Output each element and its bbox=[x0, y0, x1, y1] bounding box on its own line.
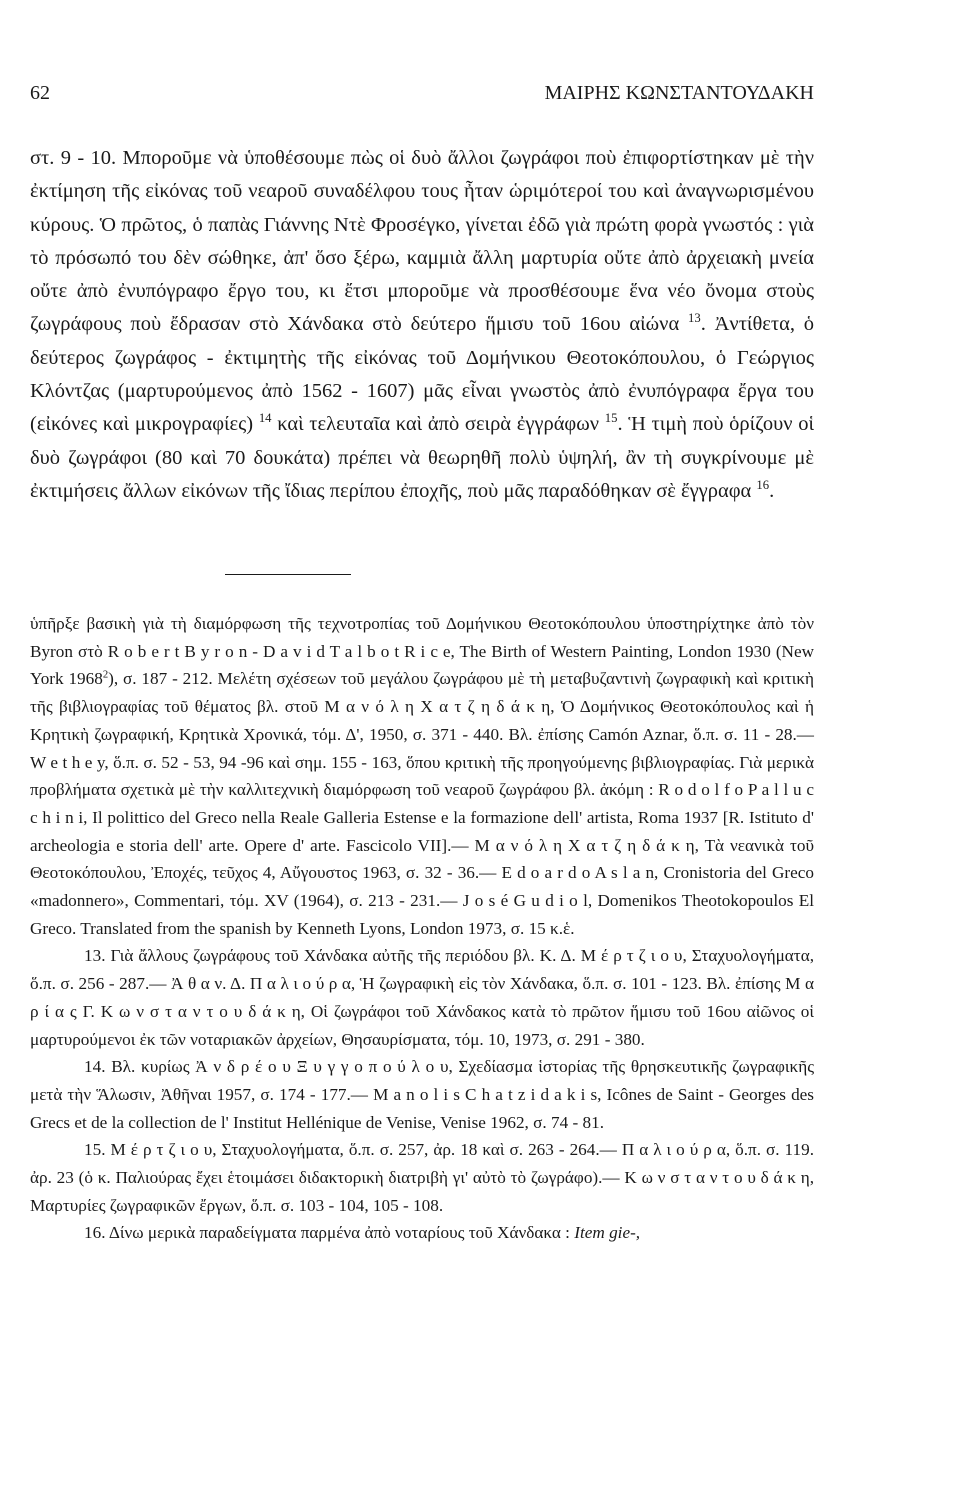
footnote-continued-text-b: ), σ. 187 - 212. Μελέτη σχέσεων τοῦ μεγάλου ζωγράφου μὲ τὴ μεταβυζαντινὴ ζωγραφικὴ καὶ κριτικὴ τῆς βιβλιογραφίας τοῦ θέματος βλ. στοῦ Μ α ν ό λ η Χ α τ ζ η δ ά κ η, Ὁ Δομήνικος Θεοτοκόπουλος καὶ ἡ Κρητικὴ ζωγραφική, Κρητικὰ Χρονικά, τόμ. Δ', 1950, σ. 371 - 440. Βλ. ἐπίσης Camón Aznar, ὅ.π. σ. 11 - 28.—W e t h e y, ὅ.π. σ. 52 - 53, 94 -96 καὶ σημ. 155 - 163, ὅπου κριτικὴ τῆς προηγούμενης βιβλιογραφίας. Γιὰ μερικὰ προβλήματα σχετικὰ μὲ τὴν καλλιτεχνικὴ διαμόρφωση τοῦ νεαροῦ ζωγράφου βλ. ἀκόμη : R o d o l f o P a l l u c c h i n i, Il polittico del Greco nella Reale Galleria Estense e la formazione dell' artista, Roma 1937 [R. Istituto d' archeologia e storia dell' arte. Opere d' arte. Fascicolo VII].— Μ α ν ό λ η Χ α τ ζ η δ ά κ η, Τὰ νεανικὰ τοῦ Θεοτοκόπουλου, Ἐποχές, τεῦχος 4, Αὔγουστος 1963, σ. 32 - 36.— E d o a r d o A s l a n, Cronistoria del Greco «madonnero», Commentari, τόμ. XV (1964), σ. 213 - 231.— J o s é G u d i o l, Domenikos Theotokopoulos El Greco. Translated from the spanish by Kenneth Lyons, London 1973, σ. 15 κ.ἑ. bbox=[30, 669, 814, 938]
footnotes bbox=[30, 610, 814, 1247]
footnote-13: 13. Γιὰ ἄλλους ζωγράφους τοῦ Χάνδακα αὐτῆς τῆς περιόδου βλ. Κ. Δ. Μ έ ρ τ ζ ι ο υ, Σταχυολογήματα, ὅ.π. σ. 256 - 287.— Ἀ θ α ν. Δ. Π α λ ι ο ύ ρ α, Ἡ ζωγραφικὴ εἰς τὸν Χάνδακα, ὅ.π. σ. 101 - 123. Βλ. ἐπίσης Μ α ρ ί α ς Γ. Κ ω ν σ τ α ν τ ο υ δ ά κ η, Οἱ ζωγράφοι τοῦ Χάνδακος κατὰ τὸ πρῶτον ἥμισυ τοῦ 16ου αἰῶνος οἱ μαρτυρούμενοι ἐκ τῶν νοταριακῶν ἀρχείων, Θησαυρίσματα, τόμ. 10, 1973, σ. 291 - 380. bbox=[30, 946, 814, 1049]
footnote-ref-15: 15 bbox=[604, 411, 618, 426]
footnote-ref-16: 16 bbox=[756, 478, 770, 493]
footnote-14: 14. Βλ. κυρίως Ἀ ν δ ρ έ ο υ Ξ υ γ γ ο π ο ύ λ ο υ, Σχεδίασμα ἱστορίας τῆς θρησκευτικῆς ζωγραφικῆς μετὰ τὴν Ἅλωσιν, Ἀθῆναι 1957, σ. 174 - 177.— M a n o l i s C h a t z i d a k i s, Icônes de Saint - Georges des Grecs et de la collection de l' Institut Hellénique de Venise, Venise 1962, σ. 74 - 81. bbox=[30, 1057, 814, 1132]
footnote-16-text: 16. Δίνω μερικὰ παραδείγματα παρμένα ἀπὸ νοταρίους τοῦ Χάνδακα : bbox=[84, 1223, 575, 1243]
body-text-3: καὶ τελευταῖα καὶ ἀπὸ σειρὰ ἐγγράφων bbox=[271, 413, 600, 436]
footnote-16 bbox=[30, 1219, 814, 1247]
footnote-ref-14: 14 bbox=[258, 411, 272, 426]
footnote-16-italic: Item gie-, bbox=[574, 1223, 641, 1243]
page-number: 62 bbox=[30, 82, 50, 104]
footnote-15: 15. Μ έ ρ τ ζ ι ο υ, Σταχυολογήματα, ὅ.π. σ. 257, ἀρ. 18 καὶ σ. 263 - 264.— Π α λ ι ο ύ ρ α, ὅ.π. σ. 119. ἀρ. 23 (ὁ κ. Παλιούρας ἔχει ἑτοιμάσει διδακτορικὴ διατριβὴ γι' αὐτὸ τὸ ζωγράφο).— Κ ω ν σ τ α ν τ ο υ δ ά κ η, Μαρτυρίες ζωγραφικῶν ἔργων, ὅ.π. σ. 103 - 104, 105 - 108. bbox=[30, 1140, 814, 1215]
body-text-5: . bbox=[769, 479, 775, 502]
footnote-continued-text-a: ὑπῆρξε βασικὴ γιὰ τὴ διαμόρφωση τῆς τεχνοτροπίας τοῦ Δομήνικου Θεοτοκόπουλου ὑποστηρίχτηκε ἀπὸ τὸν Byron στὸ R o b e r t B y r o n - D a v i d T a l b o t R i c e, The Birth of Western Painting, London 1930 (New York 1968 bbox=[30, 614, 814, 689]
main-paragraph bbox=[30, 142, 814, 508]
body-text-2: . Ἀντίθετα, ὁ δεύτερος ζωγράφος - ἐκτιμητὴς τῆς εἰκόνας τοῦ Δομήνικου Θεοτοκόπουλου, ὁ Γεώργιος Κλόντζας (μαρτυρούμενος ἀπὸ 1562 - 1607) μᾶς εἶναι γνωστὸς ἀπὸ ἐνυπόγραφα ἔργα του (εἰκόνες καὶ μικρογραφίες) bbox=[30, 313, 815, 436]
body-text-4: . Ἡ τιμὴ ποὺ ὁρίζουν οἱ δυὸ ζωγράφοι (80 καὶ 70 δουκάτα) πρέπει νὰ θεωρηθῆ πολὺ ὑψηλή, ἂν τὴ συγκρίνουμε μὲ ἐκτιμήσεις ἄλλων εἰκόνων τῆς ἴδιας περίπου ἐποχῆς, ποὺ μᾶς παραδόθηκαν σὲ ἔγγραφα bbox=[30, 413, 815, 502]
footnote-continued bbox=[30, 610, 814, 942]
page-header bbox=[30, 82, 814, 105]
body-text-1: στ. 9 - 10. Μποροῦμε νὰ ὑποθέσουμε πὼς οἱ δυὸ ἄλλοι ζωγράφοι ποὺ ἐπιφορτίστηκαν μὲ τὴν ἐκτίμηση τῆς εἰκόνας τοῦ νεαροῦ συναδέλφου τους ἦταν ὡριμότεροί του καὶ ἀναγνωρισμένου κύρους. Ὁ πρῶτος, ὁ παπὰς Γιάννης Ντὲ Φροσέγκο, γίνεται ἐδῶ γιὰ πρώτη φορὰ γνωστός : γιὰ τὸ πρόσωπό του δὲν σώθηκε, ἀπ' ὅσο ξέρω, καμμιὰ ἄλλη μαρτυρία οὔτε ἀπὸ ἀρχειακὴ μνεία οὔτε ἀπὸ ἐνυπόγραφο ἔργο του, κι ἔτσι μποροῦμε νὰ προσθέσουμε ἕνα νέο ὄνομα στοὺς ζωγράφους ποὺ ἔδρασαν στὸ Χάνδακα στὸ δεύτερο ἥμισυ τοῦ 16ου αἰώνα bbox=[30, 147, 814, 336]
edition-superscript: 2 bbox=[102, 669, 109, 681]
footnote-separator bbox=[225, 574, 351, 575]
running-title: ΜΑΙΡΗΣ ΚΩΝΣΤΑΝΤΟΥΔΑΚΗ bbox=[544, 82, 814, 104]
footnote-ref-13: 13 bbox=[688, 311, 701, 326]
